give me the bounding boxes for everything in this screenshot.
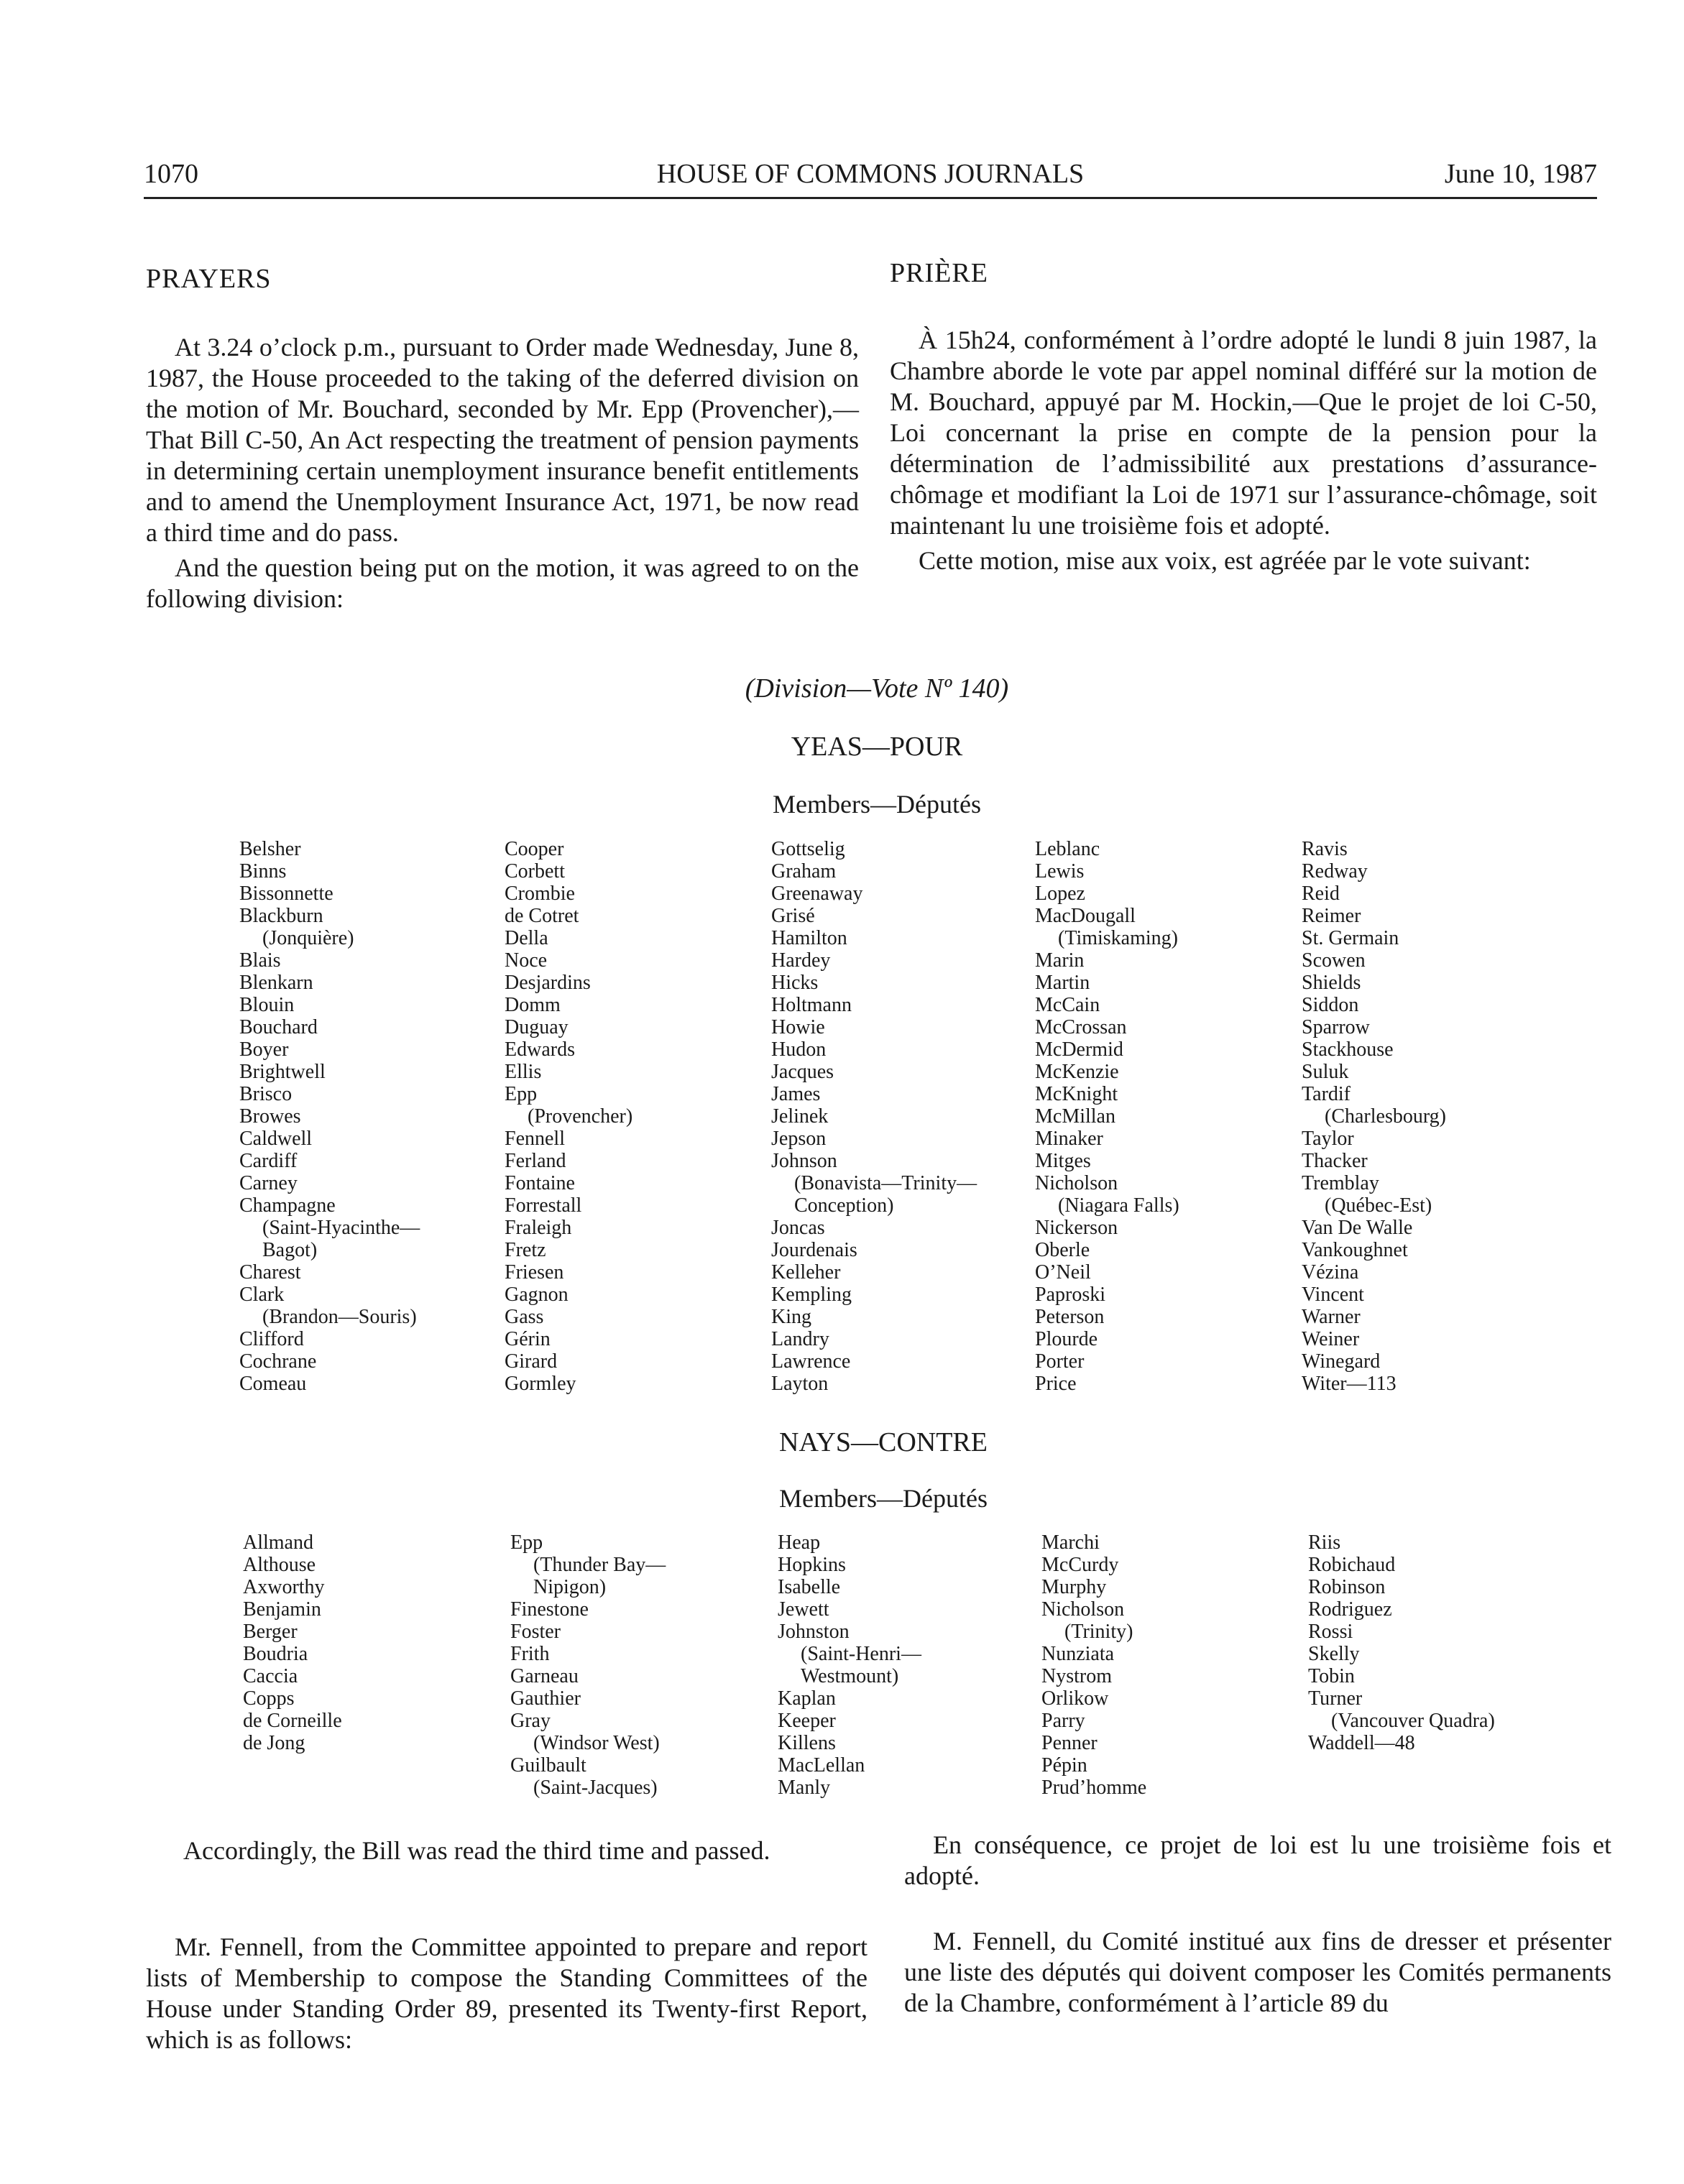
fennell-report-en: Mr. Fennell, from the Committee appointed to prepare and report lists of Membership to compose the Standing Committees of the House under Standing Order 89, presented its Twenty-first Report, which is as follows: xyxy=(146,1932,868,2054)
member-name: McKnight xyxy=(1035,1083,1118,1105)
member-name: Desjardins xyxy=(505,972,591,994)
member-name: Hopkins xyxy=(778,1554,846,1576)
priere-heading: PRIÈRE xyxy=(890,258,988,288)
member-name: Parry xyxy=(1041,1710,1085,1732)
member-name: Browes xyxy=(239,1105,301,1128)
member-name: Ferland xyxy=(505,1150,566,1172)
question-put-fr: Cette motion, mise aux voix, est agréée par le vote suivant: xyxy=(919,546,1531,575)
member-name: Cooper xyxy=(505,838,564,860)
member-name: Redway xyxy=(1302,860,1368,883)
member-name: Fraleigh xyxy=(505,1217,572,1239)
member-name: St. Germain xyxy=(1302,927,1399,949)
member-name: Epp xyxy=(505,1083,538,1105)
question-put-en: And the question being put on the motion, it was agreed to on the following division: xyxy=(146,553,859,613)
member-name: Domm xyxy=(505,994,561,1016)
journal-title: HOUSE OF COMMONS JOURNALS xyxy=(656,159,1085,189)
member-name: Winegard xyxy=(1302,1350,1381,1373)
member-name: Peterson xyxy=(1035,1306,1105,1328)
member-name: Nicholson xyxy=(1041,1598,1125,1621)
member-name: (Brandon—Souris) xyxy=(262,1306,417,1328)
member-name: Scowen xyxy=(1302,949,1366,972)
fennell-report-fr-block xyxy=(904,1926,1611,2019)
member-name: Skelly xyxy=(1308,1643,1360,1665)
member-name: Sparrow xyxy=(1302,1016,1370,1038)
member-name: Taylor xyxy=(1302,1128,1354,1150)
member-name: Gottselig xyxy=(771,838,845,860)
member-name: (Bonavista—Trinity— xyxy=(794,1172,977,1194)
member-name: Leblanc xyxy=(1035,838,1100,860)
member-name: Belsher xyxy=(239,838,301,860)
member-name: Suluk xyxy=(1302,1061,1349,1083)
member-name: Epp xyxy=(510,1531,543,1554)
member-name: Johnson xyxy=(771,1150,837,1172)
member-name: McCurdy xyxy=(1041,1554,1119,1576)
member-name: Fontaine xyxy=(505,1172,575,1194)
member-name: Della xyxy=(505,927,548,949)
member-name: Plourde xyxy=(1035,1328,1098,1350)
member-name: Blackburn xyxy=(239,905,323,927)
member-name: Conception) xyxy=(794,1194,894,1217)
member-name: Boyer xyxy=(239,1038,289,1061)
member-name: Bagot) xyxy=(262,1239,318,1261)
member-name: Orlikow xyxy=(1041,1687,1109,1710)
member-name: Althouse xyxy=(243,1554,316,1576)
member-name: Johnston xyxy=(778,1621,850,1643)
member-name: (Jonquière) xyxy=(262,927,354,949)
member-name: Gormley xyxy=(505,1373,576,1395)
member-name: Crombie xyxy=(505,883,575,905)
nays-column xyxy=(1041,1531,1146,1799)
member-name: Frith xyxy=(510,1643,550,1665)
member-name: Axworthy xyxy=(243,1576,325,1598)
member-name: Hicks xyxy=(771,972,819,994)
member-name: Greenaway xyxy=(771,883,863,905)
right-column-intro xyxy=(890,325,1597,576)
member-name: Van De Walle xyxy=(1302,1217,1413,1239)
member-name: Grisé xyxy=(771,905,815,927)
member-name: Kelleher xyxy=(771,1261,841,1284)
member-name: Martin xyxy=(1035,972,1090,994)
member-name: McCain xyxy=(1035,994,1100,1016)
member-name: Heap xyxy=(778,1531,821,1554)
member-name: Gray xyxy=(510,1710,551,1732)
member-name: Jewett xyxy=(778,1598,829,1621)
nays-column xyxy=(1308,1531,1495,1754)
left-column-intro xyxy=(146,332,859,614)
yeas-column xyxy=(771,838,977,1395)
member-name: Marchi xyxy=(1041,1531,1100,1554)
member-name: Finestone xyxy=(510,1598,589,1621)
nays-members-heading: Members—Députés xyxy=(779,1484,988,1513)
member-name: (Timiskaming) xyxy=(1058,927,1178,949)
member-name: Waddell—48 xyxy=(1308,1732,1415,1754)
member-name: McCrossan xyxy=(1035,1016,1127,1038)
member-name: Robinson xyxy=(1308,1576,1386,1598)
member-name: Vankoughnet xyxy=(1302,1239,1408,1261)
nays-column xyxy=(778,1531,921,1799)
member-name: Tobin xyxy=(1308,1665,1355,1687)
member-name: Kempling xyxy=(771,1284,852,1306)
member-name: Comeau xyxy=(239,1373,307,1395)
member-name: James xyxy=(771,1083,821,1105)
member-name: Clifford xyxy=(239,1328,304,1350)
member-name: (Vancouver Quadra) xyxy=(1331,1710,1495,1732)
member-name: Berger xyxy=(243,1621,298,1643)
member-name: Howie xyxy=(771,1016,825,1038)
member-name: Robichaud xyxy=(1308,1554,1396,1576)
member-name: Forrestall xyxy=(505,1194,582,1217)
member-name: Vincent xyxy=(1302,1284,1364,1306)
member-name: Holtmann xyxy=(771,994,852,1016)
member-name: (Québec-Est) xyxy=(1325,1194,1432,1217)
member-name: Blais xyxy=(239,949,281,972)
member-name: Isabelle xyxy=(778,1576,841,1598)
member-name: Ellis xyxy=(505,1061,542,1083)
yeas-members-heading: Members—Députés xyxy=(773,790,981,819)
member-name: Gérin xyxy=(505,1328,551,1350)
member-name: Paproski xyxy=(1035,1284,1105,1306)
member-name: Fretz xyxy=(505,1239,546,1261)
member-name: Murphy xyxy=(1041,1576,1107,1598)
member-name: Lewis xyxy=(1035,860,1085,883)
member-name: Rodriguez xyxy=(1308,1598,1392,1621)
member-name: Layton xyxy=(771,1373,829,1395)
journal-date: June 10, 1987 xyxy=(1444,159,1597,189)
member-name: O’Neil xyxy=(1035,1261,1091,1284)
member-name: Gass xyxy=(505,1306,544,1328)
member-name: Pépin xyxy=(1041,1754,1087,1777)
member-name: Manly xyxy=(778,1777,831,1799)
member-name: Jepson xyxy=(771,1128,827,1150)
member-name: King xyxy=(771,1306,811,1328)
member-name: (Niagara Falls) xyxy=(1058,1194,1179,1217)
member-name: McMillan xyxy=(1035,1105,1115,1128)
fennell-report-en-block xyxy=(146,1932,868,2055)
member-name: Killens xyxy=(778,1732,836,1754)
member-name: Jelinek xyxy=(771,1105,829,1128)
nays-heading: NAYS—CONTRE xyxy=(779,1427,988,1457)
member-name: Turner xyxy=(1308,1687,1363,1710)
member-name: (Thunder Bay— xyxy=(533,1554,666,1576)
member-name: Hamilton xyxy=(771,927,847,949)
member-name: (Provencher) xyxy=(528,1105,633,1128)
member-name: Tremblay xyxy=(1302,1172,1379,1194)
member-name: Binns xyxy=(239,860,287,883)
member-name: de Jong xyxy=(243,1732,305,1754)
member-name: Blenkarn xyxy=(239,972,313,994)
member-name: Benjamin xyxy=(243,1598,321,1621)
member-name: Guilbault xyxy=(510,1754,586,1777)
member-name: Reimer xyxy=(1302,905,1361,927)
member-name: de Corneille xyxy=(243,1710,342,1732)
nays-column xyxy=(243,1531,342,1754)
member-name: Corbett xyxy=(505,860,565,883)
member-name: (Saint-Jacques) xyxy=(533,1777,658,1799)
member-name: Bissonnette xyxy=(239,883,333,905)
member-name: Brightwell xyxy=(239,1061,326,1083)
member-name: Siddon xyxy=(1302,994,1359,1016)
member-name: Bouchard xyxy=(239,1016,318,1038)
member-name: Brisco xyxy=(239,1083,293,1105)
member-name: Caldwell xyxy=(239,1128,313,1150)
member-name: Shields xyxy=(1302,972,1361,994)
member-name: Blouin xyxy=(239,994,295,1016)
member-name: Warner xyxy=(1302,1306,1361,1328)
member-name: Caccia xyxy=(243,1665,298,1687)
member-name: Copps xyxy=(243,1687,295,1710)
member-name: Marin xyxy=(1035,949,1085,972)
member-name: Fennell xyxy=(505,1128,565,1150)
member-name: Girard xyxy=(505,1350,558,1373)
member-name: Stackhouse xyxy=(1302,1038,1394,1061)
member-name: Graham xyxy=(771,860,837,883)
member-name: Porter xyxy=(1035,1350,1085,1373)
member-name: Gagnon xyxy=(505,1284,569,1306)
member-name: (Charlesbourg) xyxy=(1325,1105,1446,1128)
member-name: Westmount) xyxy=(801,1665,899,1687)
page-number: 1070 xyxy=(144,159,198,189)
member-name: (Windsor West) xyxy=(533,1732,660,1754)
member-name: Price xyxy=(1035,1373,1077,1395)
member-name: Minaker xyxy=(1035,1128,1103,1150)
member-name: Thacker xyxy=(1302,1150,1368,1172)
member-name: Cochrane xyxy=(239,1350,317,1373)
yeas-column xyxy=(239,838,420,1395)
yeas-heading: YEAS—POUR xyxy=(791,732,963,762)
member-name: (Saint-Hyacinthe— xyxy=(262,1217,420,1239)
member-name: Charest xyxy=(239,1261,301,1284)
member-name: Allmand xyxy=(243,1531,313,1554)
member-name: Duguay xyxy=(505,1016,569,1038)
member-name: Rossi xyxy=(1308,1621,1353,1643)
member-name: (Trinity) xyxy=(1064,1621,1133,1643)
member-name: Riis xyxy=(1308,1531,1341,1554)
member-name: Nipigon) xyxy=(533,1576,607,1598)
member-name: Jourdenais xyxy=(771,1239,857,1261)
member-name: Nicholson xyxy=(1035,1172,1118,1194)
division-title: (Division—Vote Nº 140) xyxy=(745,673,1009,704)
member-name: Friesen xyxy=(505,1261,564,1284)
member-name: Noce xyxy=(505,949,548,972)
member-name: McKenzie xyxy=(1035,1061,1119,1083)
member-name: Foster xyxy=(510,1621,561,1643)
member-name: Weiner xyxy=(1302,1328,1360,1350)
member-name: MacDougall xyxy=(1035,905,1136,927)
member-name: Cardiff xyxy=(239,1150,298,1172)
member-name: Joncas xyxy=(771,1217,825,1239)
member-name: Lawrence xyxy=(771,1350,851,1373)
accordingly-en: Accordingly, the Bill was read the third time and passed. xyxy=(183,1836,770,1865)
member-name: Edwards xyxy=(505,1038,575,1061)
member-name: (Saint-Henri— xyxy=(801,1643,921,1665)
member-name: Mitges xyxy=(1035,1150,1091,1172)
member-name: Landry xyxy=(771,1328,829,1350)
member-name: Reid xyxy=(1302,883,1340,905)
member-name: Keeper xyxy=(778,1710,836,1732)
member-name: Lopez xyxy=(1035,883,1085,905)
member-name: Carney xyxy=(239,1172,298,1194)
member-name: Witer—113 xyxy=(1302,1373,1397,1395)
member-name: Tardif xyxy=(1302,1083,1351,1105)
division-intro-fr: À 15h24, conformément à l’ordre adopté le lundi 8 juin 1987, la Chambre aborde le vote par appel nominal différé sur la motion de M. Bouchard, appuyé par M. Hockin,—Que le projet de loi C-50, Loi concernant la prise en compte de la pension pour la détermination de l’admissibilité aux prestations d’assurance-chômage et modifiant la Loi de 1971 sur l’assurance-chômage, soit maintenant lu une troisième fois et adopté. xyxy=(890,326,1597,540)
fennell-report-fr: M. Fennell, du Comité institué aux fins de dresser et présenter une liste des députés qui doivent composer les Comités permanents de la Chambre, conformément à l’article 89 du xyxy=(904,1927,1611,2017)
member-name: Ravis xyxy=(1302,838,1348,860)
yeas-column xyxy=(1302,838,1446,1395)
nays-column xyxy=(510,1531,666,1799)
member-name: Clark xyxy=(239,1284,285,1306)
member-name: Vézina xyxy=(1302,1261,1359,1284)
member-name: Gauthier xyxy=(510,1687,581,1710)
member-name: McDermid xyxy=(1035,1038,1123,1061)
member-name: Garneau xyxy=(510,1665,579,1687)
prayers-heading: PRAYERS xyxy=(146,264,272,294)
member-name: Champagne xyxy=(239,1194,336,1217)
yeas-column xyxy=(1035,838,1179,1395)
division-intro-en: At 3.24 o’clock p.m., pursuant to Order made Wednesday, June 8, 1987, the House proceeded to the taking of the deferred division on the motion of Mr. Bouchard, seconded by Mr. Epp (Provencher),—That Bill C-50, An Act respecting the treatment of pension payments in determining certain unemployment insurance benefit entitlements and to amend the Unemployment Insurance Act, 1971, be now read a third time and do pass. xyxy=(146,333,859,547)
yeas-column xyxy=(505,838,632,1395)
member-name: Nunziata xyxy=(1041,1643,1115,1665)
member-name: Nystrom xyxy=(1041,1665,1112,1687)
member-name: de Cotret xyxy=(505,905,579,927)
member-name: Penner xyxy=(1041,1732,1098,1754)
member-name: Hudon xyxy=(771,1038,827,1061)
member-name: Oberle xyxy=(1035,1239,1090,1261)
member-name: Jacques xyxy=(771,1061,834,1083)
member-name: Boudria xyxy=(243,1643,308,1665)
member-name: Nickerson xyxy=(1035,1217,1118,1239)
page-header xyxy=(144,154,1597,199)
member-name: MacLellan xyxy=(778,1754,865,1777)
member-name: Hardey xyxy=(771,949,831,972)
member-name: Prud’homme xyxy=(1041,1777,1147,1799)
member-name: Kaplan xyxy=(778,1687,836,1710)
accordingly-fr: En conséquence, ce projet de loi est lu une troisième fois et adopté. xyxy=(904,1830,1611,1890)
